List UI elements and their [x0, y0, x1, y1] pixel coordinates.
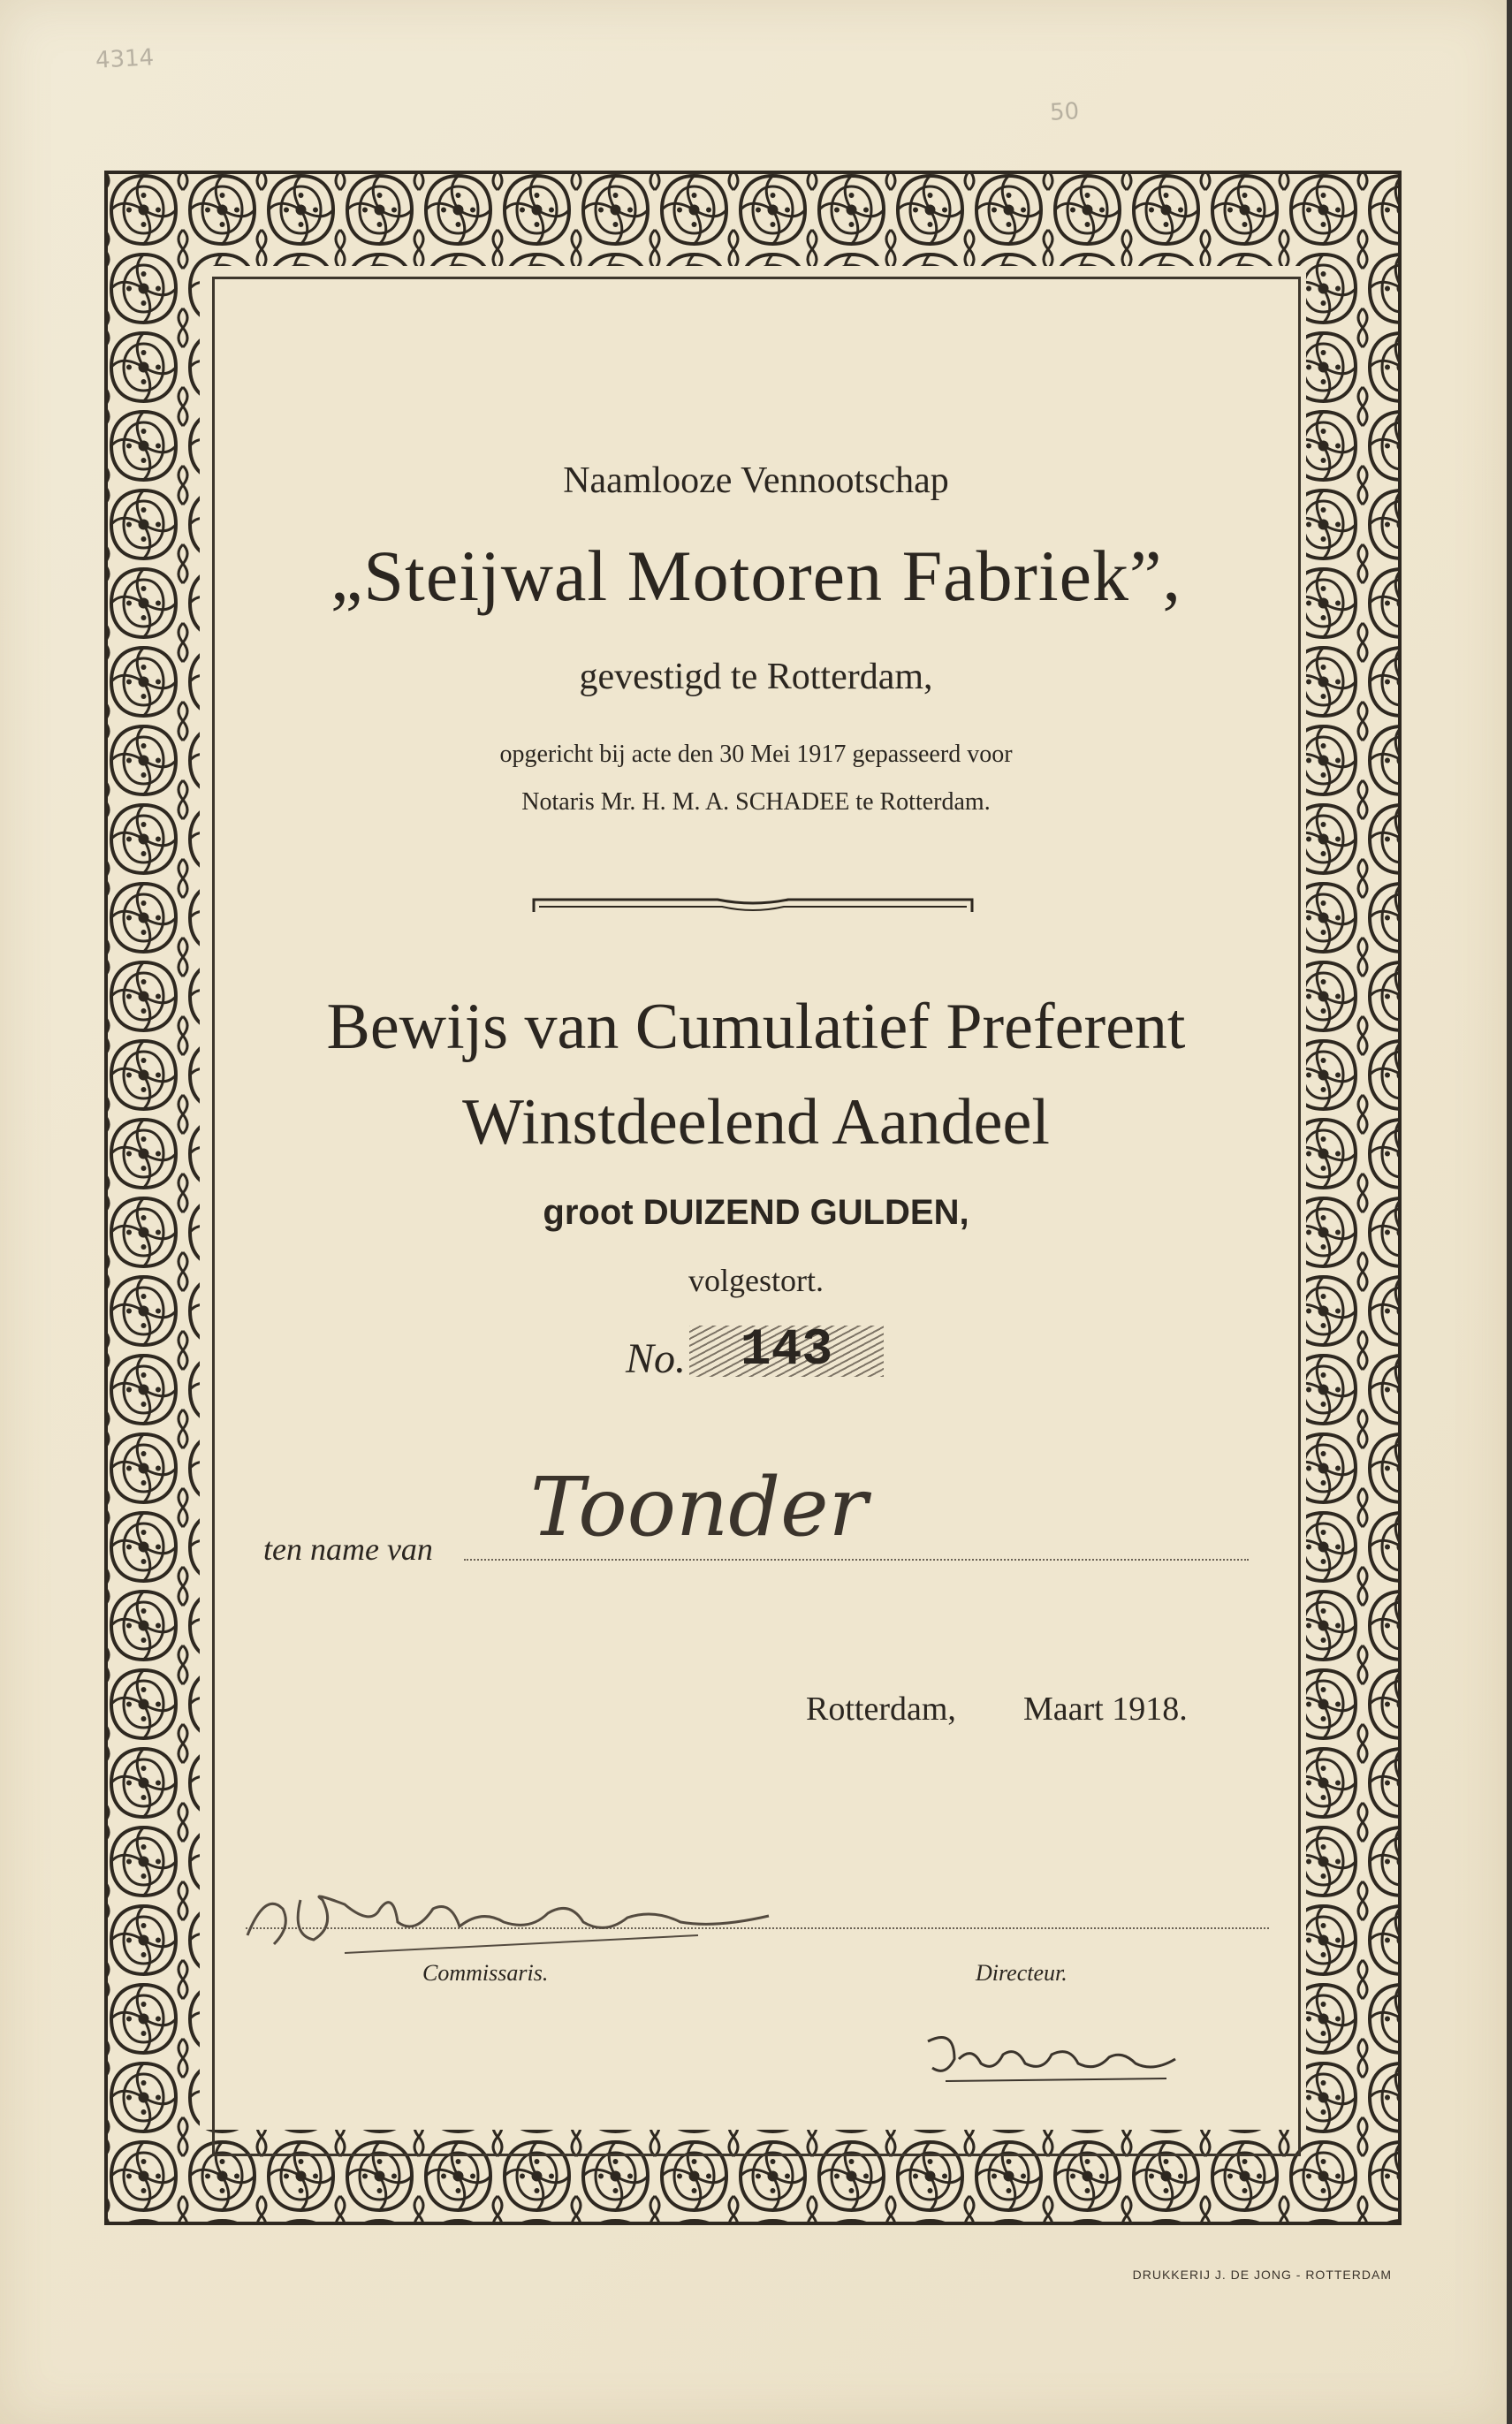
- notary-line: Notaris Mr. H. M. A. SCHADEE te Rotterdam.: [521, 788, 991, 816]
- share-amount: groot DUIZEND GULDEN,: [543, 1193, 969, 1232]
- commissaris-label: Commissaris.: [422, 1960, 549, 1986]
- entity-type: Naamlooze Vennootschap: [563, 460, 949, 501]
- company-seat: gevestigd te Rotterdam,: [579, 657, 933, 697]
- number-label: No.: [626, 1335, 687, 1382]
- place: Rotterdam,: [806, 1691, 956, 1728]
- directeur-signature: [919, 2024, 1184, 2094]
- printer-credit: DRUKKERIJ J. DE JONG - ROTTERDAM: [1132, 2268, 1392, 2282]
- holder-line: [464, 1559, 1249, 1561]
- company-name: „Steijwal Motoren Fabriek”,: [331, 536, 1181, 616]
- divider-ornament: [532, 894, 974, 917]
- certificate-title-line1: Bewijs van Cumulatief Preferent: [326, 991, 1186, 1063]
- holder-label: ten name van: [263, 1531, 433, 1567]
- commissaris-signature: [239, 1873, 786, 1962]
- certificate-number: 143: [689, 1326, 884, 1377]
- certificate-title-line2: Winstdeelend Aandeel: [462, 1086, 1050, 1159]
- directeur-label: Directeur.: [976, 1960, 1068, 1986]
- pencil-note-left: 4314: [95, 44, 155, 74]
- pencil-note-right: 50: [1049, 98, 1080, 126]
- date: Maart 1918.: [1023, 1691, 1188, 1728]
- founding-line: opgericht bij acte den 30 Mei 1917 gepasseerd voor: [499, 741, 1013, 768]
- paper-edge: [1507, 0, 1512, 2424]
- holder-handwritten: Toonder: [530, 1460, 868, 1554]
- paid-status: volgestort.: [688, 1263, 824, 1298]
